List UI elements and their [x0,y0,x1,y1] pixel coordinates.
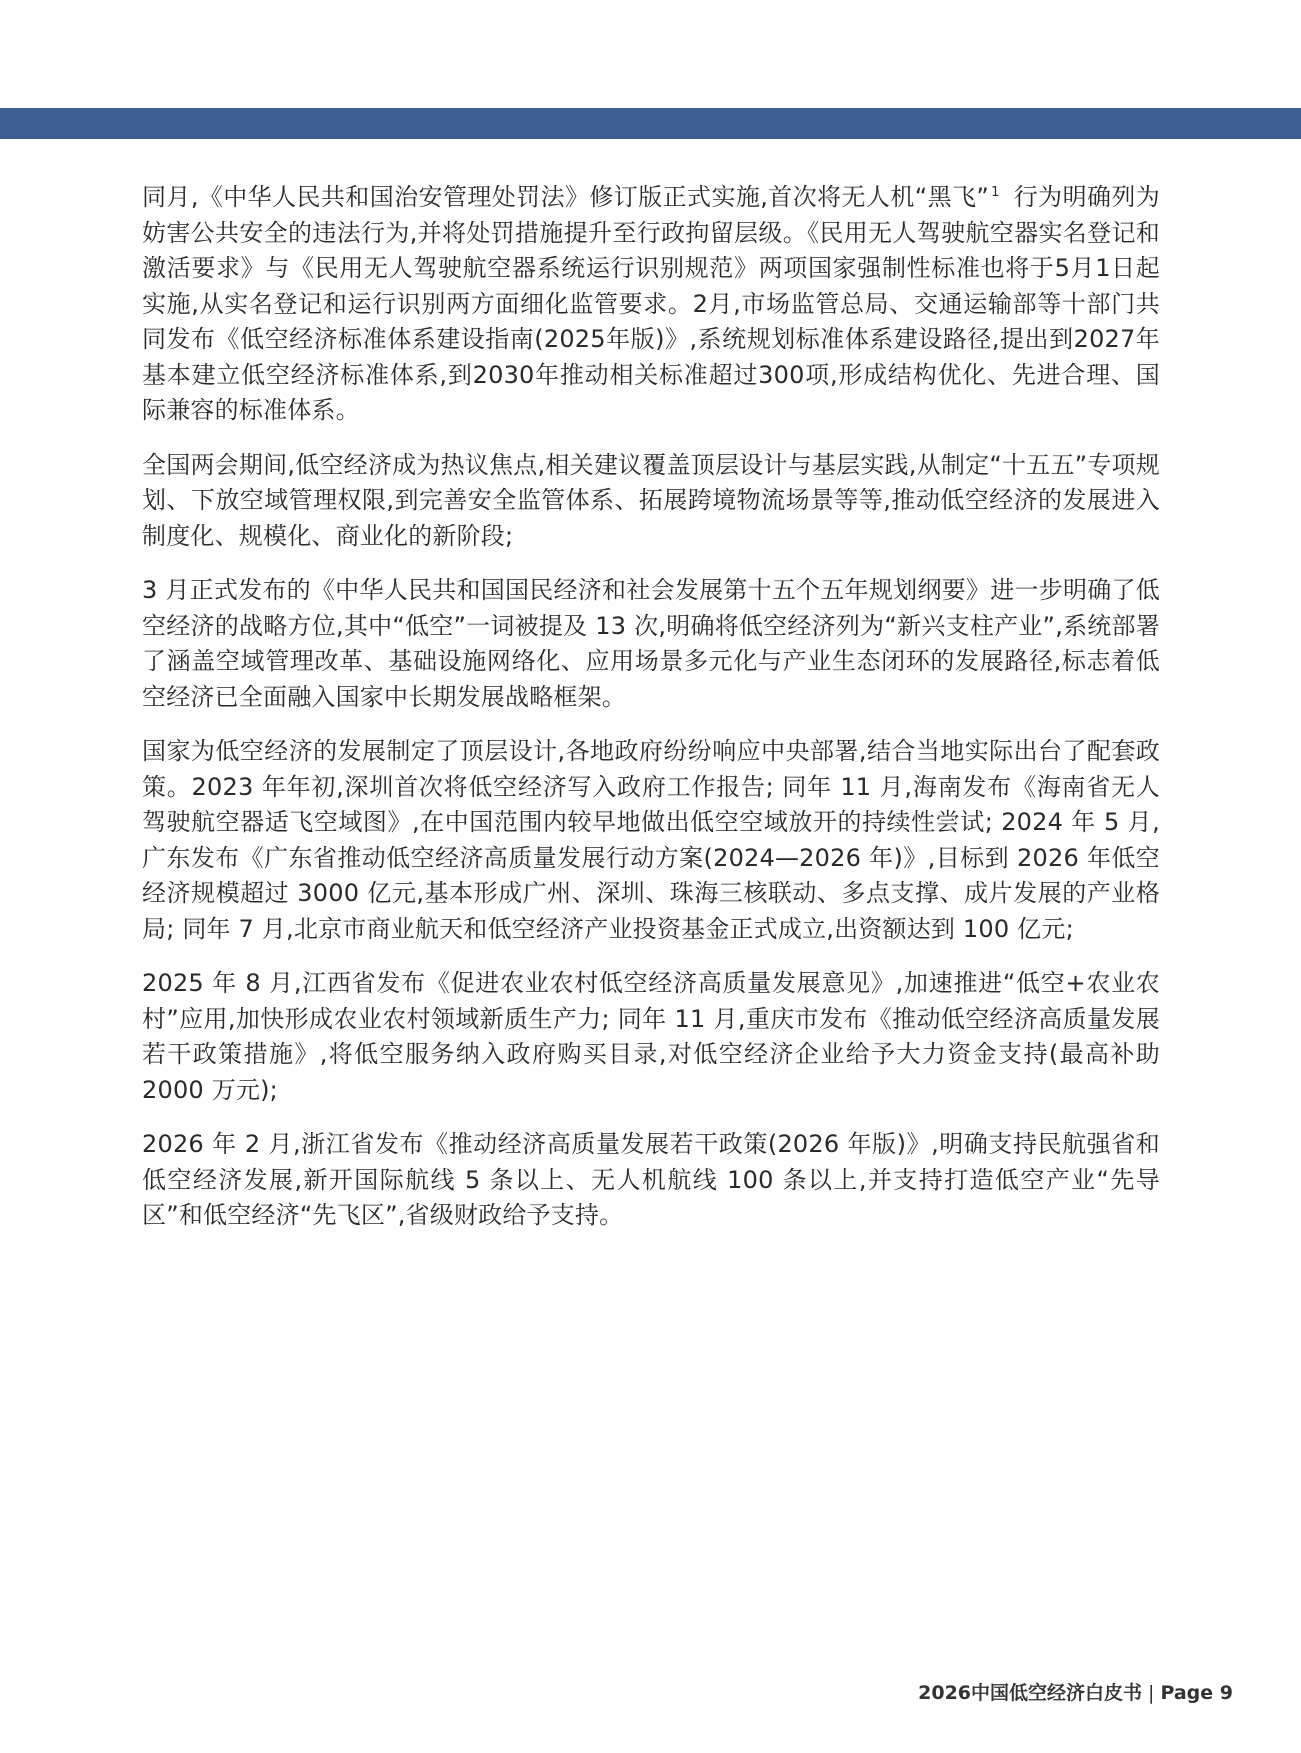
paragraph-1-text-start: 同月,《中华人民共和国治安管理处罚法》修订版正式实施,首次将无人机“黑飞” [142,183,990,211]
body-text [142,180,1160,1253]
footer-document-title: 2026中国低空经济白皮书 [918,1682,1143,1704]
page-footer [918,1678,1233,1705]
paragraph-5: 2025 年 8 月,江西省发布《促进农业农村低空经济高质量发展意见》,加速推进“低空+农业农村”应用,加快形成农业农村领域新质生产力; 同年 11 月,重庆市发布《推动低空经济高质量发展若干政策措施》,将低空服务纳入政府购买目录,对低空经济企业给予大力资金支持(最高补助 2000 万元); [142,969,1160,1104]
paragraph-1 [142,180,1160,429]
paragraph-2: 全国两会期间,低空经济成为热议焦点,相关建议覆盖顶层设计与基层实践,从制定“十五五”专项规划、下放空域管理权限,到完善安全监管体系、拓展跨境物流场景等等,推动低空经济的发展进入制度化、规模化、商业化的新阶段; [142,450,1160,550]
header-color-band [0,108,1301,139]
paragraph-4: 国家为低空经济的发展制定了顶层设计,各地政府纷纷响应中央部署,结合当地实际出台了配套政策。2023 年年初,深圳首次将低空经济写入政府工作报告; 同年 11 月,海南发布《海南省无人驾驶航空器适飞空域图》,在中国范围内较早地做出低空空域放开的持续性尝试; 2024 年 5 月,广东发布《广东省推动低空经济高质量发展行动方案(2024—2026 年)》,目标到 2026 年低空经济规模超过 3000 亿元,基本形成广州、深圳、珠海三核联动、多点支撑、成片发展的产业格局; 同年 7 月,北京市商业航天和低空经济产业投资基金正式成立,出资额达到 100 亿元; [142,737,1160,943]
footnote-marker: 1 [991,185,1000,200]
paragraph-3: 3 月正式发布的《中华人民共和国国民经济和社会发展第十五个五年规划纲要》进一步明确了低空经济的战略方位,其中“低空”一词被提及 13 次,明确将低空经济列为“新兴支柱产业”,系统部署了涵盖空域管理改革、基础设施网络化、应用场景多元化与产业生态闭环的发展路径,标志着低空经济已全面融入国家中长期发展战略框架。 [142,576,1160,711]
footer-page-number: Page 9 [1160,1682,1233,1704]
paragraph-6: 2026 年 2 月,浙江省发布《推动经济高质量发展若干政策(2026 年版)》,明确支持民航强省和低空经济发展,新开国际航线 5 条以上、无人机航线 100 条以上,并支持打造低空产业“先导区”和低空经济“先飞区”,省级财政给予支持。 [142,1130,1160,1229]
paragraph-1-text-end: 行为明确列为妨害公共安全的违法行为,并将处罚措施提升至行政拘留层级。《民用无人驾驶航空器实名登记和激活要求》与《民用无人驾驶航空器系统运行识别规范》两项国家强制性标准也将于5月1日起实施,从实名登记和运行识别两方面细化监管要求。2月,市场监管总局、交通运输部等十部门共同发布《低空经济标准体系建设指南(2025年版)》,系统规划标准体系建设路径,提出到2027年基本建立低空经济标准体系,到2030年推动相关标准超过300项,形成结构优化、先进合理、国际兼容的标准体系。 [142,183,1161,424]
footer-separator: | [1148,1682,1155,1704]
